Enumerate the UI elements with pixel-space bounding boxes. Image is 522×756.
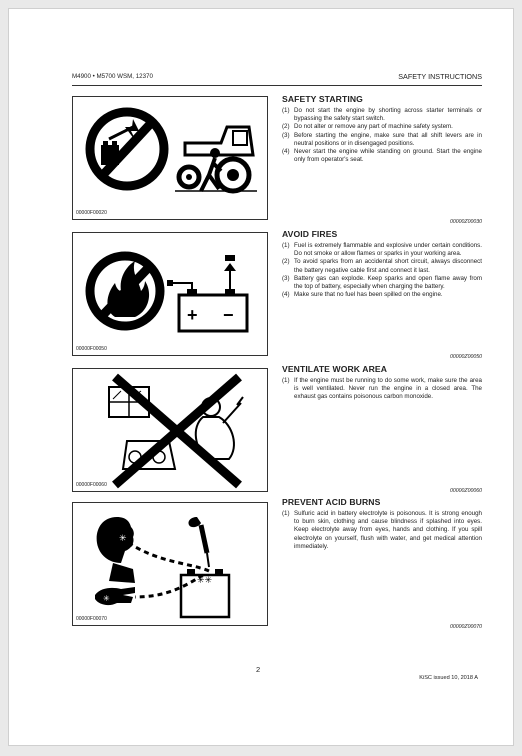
figure-code: 00000F00060	[76, 482, 107, 488]
list-item: (4) Never start the engine while standing on ground. Start the engine only from operator's seat.	[282, 148, 482, 164]
no-engine-indoors-icon	[73, 369, 269, 493]
instruction-list	[282, 377, 482, 402]
manual-model-code: M4900 • M5700 WSM, 12370	[72, 73, 153, 80]
section-title: PREVENT ACID BURNS	[282, 497, 381, 507]
section-avoid-fires	[282, 229, 482, 299]
list-item: (1) Do not start the engine by shorting across starter terminals or bypassing the safety start switch.	[282, 107, 482, 123]
no-bypass-start-icon	[73, 97, 269, 221]
svg-text:✳✳: ✳✳	[197, 575, 213, 585]
section-title: AVOID FIRES	[282, 229, 338, 239]
figure-code: 00000F00020	[76, 210, 107, 216]
section-title: SAFETY STARTING	[282, 94, 363, 104]
section-ventilate-work-area	[282, 364, 482, 402]
section-ref-code: 00000Z00070	[449, 624, 482, 630]
svg-text:+: +	[187, 305, 198, 325]
svg-text:✳: ✳	[103, 594, 110, 603]
section-ref-code: 00000Z00050	[449, 354, 482, 360]
figure-code: 00000F00050	[76, 346, 107, 352]
list-item: (3) Battery gas can explode. Keep sparks and open flame away from the top of battery, especially when charging the battery.	[282, 274, 482, 291]
svg-text:✳: ✳	[119, 533, 127, 543]
figure-ventilate	[72, 368, 268, 492]
page-header	[72, 73, 482, 86]
section-ref-code: 00000Z00030	[449, 219, 482, 225]
list-item: (1) If the engine must be running to do some work, make sure the area is well ventilated. Never run the engine in a closed area. The exhaust gas contains poisonous carbon monoxide.	[282, 377, 482, 401]
figure-code: 00000F00070	[76, 616, 107, 622]
section-safety-starting	[282, 94, 482, 164]
acid-splash-icon	[73, 503, 269, 627]
instruction-list	[282, 510, 482, 551]
section-prevent-acid-burns	[282, 497, 482, 551]
chapter-title: SAFETY INSTRUCTIONS	[398, 72, 482, 81]
list-item: (1) Sulfuric acid in battery electrolyte is poisonous. It is strong enough to burn skin, clothing and cause blindness if splashed into eyes. Keep electrolyte away from eyes, hands and clothing. If you spill electrolyte on yourself, flush with water, and get medical attention immediately.	[282, 510, 482, 550]
instruction-list	[282, 242, 482, 299]
figure-safety-starting	[72, 96, 268, 220]
section-ref-code: 00000Z00060	[449, 488, 482, 494]
svg-text:−: −	[223, 305, 234, 325]
list-item: (1) Fuel is extremely flammable and explosive under certain conditions. Do not smoke or allow flames or sparks in your working area.	[282, 242, 482, 258]
issue-note: KiSC issued 10, 2018 A	[419, 675, 478, 681]
section-title: VENTILATE WORK AREA	[282, 364, 388, 374]
page-number: 2	[256, 665, 261, 674]
figure-acid-burns	[72, 502, 268, 626]
list-item: (2) Do not alter or remove any part of machine safety system.	[282, 123, 453, 131]
list-item: (2) To avoid sparks from an accidental short circuit, always disconnect the battery negative cable first and connect it last.	[282, 258, 482, 274]
list-item: (3) Before starting the engine, make sure that all shift levers are in neutral positions or in disengaged positions.	[282, 131, 482, 147]
list-item: (4) Make sure that no fuel has been spilled on the engine.	[282, 291, 443, 299]
no-fire-battery-icon	[73, 233, 269, 357]
figure-avoid-fires	[72, 232, 268, 356]
instruction-list	[282, 107, 482, 164]
